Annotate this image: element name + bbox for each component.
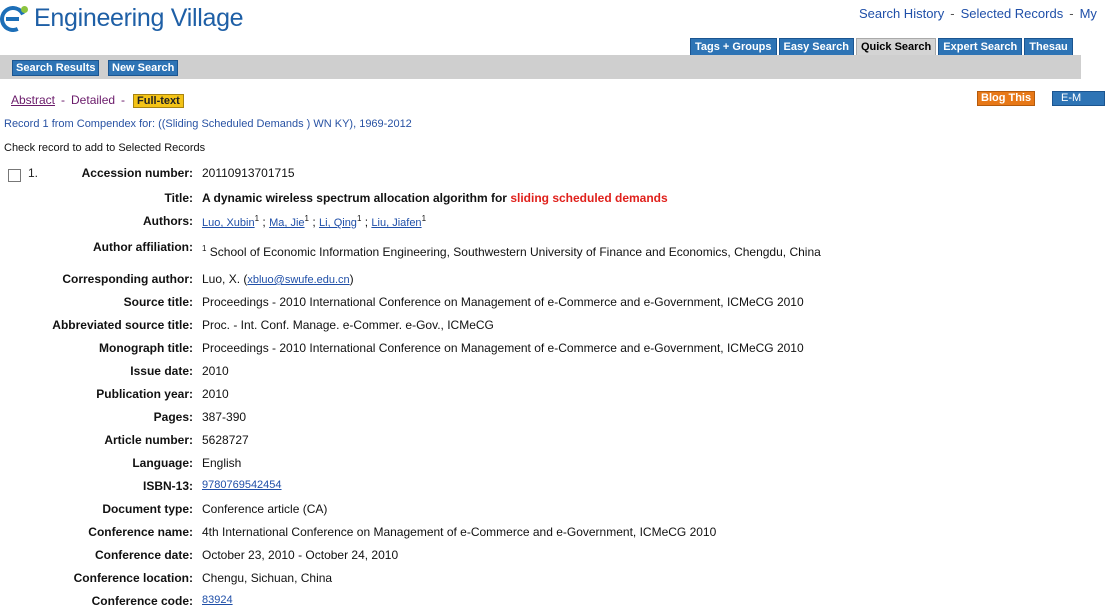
field-row: [0, 571, 1081, 591]
search-history-link[interactable]: Search History: [859, 6, 945, 21]
field-row: [0, 433, 1081, 453]
title-highlight: sliding scheduled demands: [510, 191, 668, 205]
tab-quick-search[interactable]: Quick Search: [856, 38, 936, 56]
search-results-button[interactable]: Search Results: [12, 60, 99, 76]
tab-expert-search[interactable]: Expert Search: [938, 38, 1022, 56]
field-row: [0, 479, 1081, 499]
fulltext-button[interactable]: Full-text: [133, 94, 184, 108]
field-value: 2010: [202, 364, 229, 378]
nav-bar: [0, 55, 1081, 79]
author-affiliation: $^1$ School of Economic Information Engineering, Southwestern University of Finance and Economics, Chengdu, China: [202, 244, 821, 259]
field-label: Conference code:: [91, 594, 193, 608]
corresponding-author: Luo, X. (xbluo@swufe.edu.cn): [202, 272, 354, 286]
field-row: [0, 525, 1081, 545]
ev-logo-icon: [0, 3, 30, 33]
field-label: Source title:: [123, 295, 193, 309]
email-link[interactable]: xbluo@swufe.edu.cn: [247, 274, 350, 286]
field-label: Accession number:: [81, 166, 193, 180]
detailed-current: Detailed: [71, 93, 116, 107]
tab-thesaurus[interactable]: Thesau: [1024, 38, 1073, 56]
field-row: [0, 318, 1081, 338]
field-value: 5628727: [202, 433, 249, 447]
field-label: Publication year:: [96, 387, 193, 401]
accession-number: 20110913701715: [202, 166, 295, 180]
tab-easy-search[interactable]: Easy Search: [779, 38, 854, 56]
record-number: 1.: [28, 166, 39, 180]
author-link[interactable]: Liu, Jiafen: [371, 217, 422, 229]
field-label: Corresponding author:: [62, 272, 193, 286]
record-title: A dynamic wireless spectrum allocation algorithm for sliding scheduled demands: [202, 191, 668, 205]
engineering-village-logo[interactable]: [0, 3, 243, 33]
field-value: October 23, 2010 - October 24, 2010: [202, 548, 399, 562]
email-button[interactable]: E-M: [1052, 91, 1105, 106]
field-value: Proceedings - 2010 International Conference on Management of e-Commerce and e-Government, ICMeCG 2010: [202, 295, 804, 309]
my-profile-link[interactable]: My: [1079, 6, 1097, 21]
top-links: Search History - Selected Records - My: [859, 6, 1097, 21]
accession-row: [0, 166, 1081, 186]
field-label: Article number:: [104, 433, 193, 447]
field-label: Issue date:: [130, 364, 193, 378]
view-format-links: Abstract - Detailed - Full-text: [11, 93, 184, 107]
field-value: 2010: [202, 387, 229, 401]
field-row: [0, 295, 1081, 315]
field-value: Proc. - Int. Conf. Manage. e-Commer. e-Gov., ICMeCG: [202, 318, 494, 332]
field-value: Chengu, Sichuan, China: [202, 571, 333, 585]
blog-this-button[interactable]: Blog This: [977, 91, 1035, 106]
field-value: Conference article (CA): [202, 502, 328, 516]
abstract-link[interactable]: Abstract: [11, 93, 56, 107]
corresponding-author-row: [0, 272, 1081, 292]
field-label: Document type:: [102, 502, 193, 516]
author-link[interactable]: Ma, Jie: [269, 217, 305, 229]
field-label: Authors:: [143, 214, 193, 228]
logo-text: Engineering Village: [34, 3, 244, 32]
new-search-button[interactable]: New Search: [108, 60, 178, 76]
field-label: ISBN-13:: [142, 479, 193, 493]
field-row: [0, 364, 1081, 384]
field-row: [0, 594, 1081, 614]
field-label: Abbreviated source title:: [52, 318, 193, 332]
field-label: Pages:: [153, 410, 193, 424]
field-row: [0, 548, 1081, 568]
tab-tags-groups[interactable]: Tags + Groups: [690, 38, 777, 56]
field-label: Language:: [132, 456, 193, 470]
affiliation-row: [0, 240, 1081, 260]
author-link[interactable]: Li, Qing: [319, 217, 357, 229]
field-row: [0, 410, 1081, 430]
field-value: English: [202, 456, 242, 470]
field-value: 387-390: [202, 410, 247, 424]
field-row: [0, 341, 1081, 361]
title-row: [0, 191, 1081, 211]
field-label: Author affiliation:: [93, 240, 193, 254]
field-label: Conference date:: [94, 548, 193, 562]
field-row: [0, 456, 1081, 476]
field-row: [0, 387, 1081, 407]
authors-list: Luo, Xubin$^1$ ; Ma, Jie$^1$ ; Li, Qing$^1$ ; Liu, Jiafen$^1$: [202, 214, 427, 229]
record-info: Record 1 from Compendex for: ((Sliding Scheduled Demands ) WN KY), 1969-2012: [4, 118, 412, 130]
field-label: Title:: [164, 191, 193, 205]
search-tabs: [690, 38, 1075, 56]
field-row: [0, 502, 1081, 522]
field-value: 4th International Conference on Management of e-Commerce and e-Government, ICMeCG 2010: [202, 525, 717, 539]
field-value-link[interactable]: 9780769542454: [202, 479, 282, 491]
check-record-message: Check record to add to Selected Records: [4, 142, 206, 154]
selected-records-link[interactable]: Selected Records: [960, 6, 1064, 21]
field-label: Conference location:: [73, 571, 193, 585]
field-label: Monograph title:: [99, 341, 193, 355]
author-link[interactable]: Luo, Xubin: [202, 217, 255, 229]
field-label: Conference name:: [88, 525, 193, 539]
field-value-link[interactable]: 83924: [202, 594, 233, 606]
authors-row: [0, 214, 1081, 234]
field-value: Proceedings - 2010 International Conference on Management of e-Commerce and e-Government, ICMeCG 2010: [202, 341, 804, 355]
